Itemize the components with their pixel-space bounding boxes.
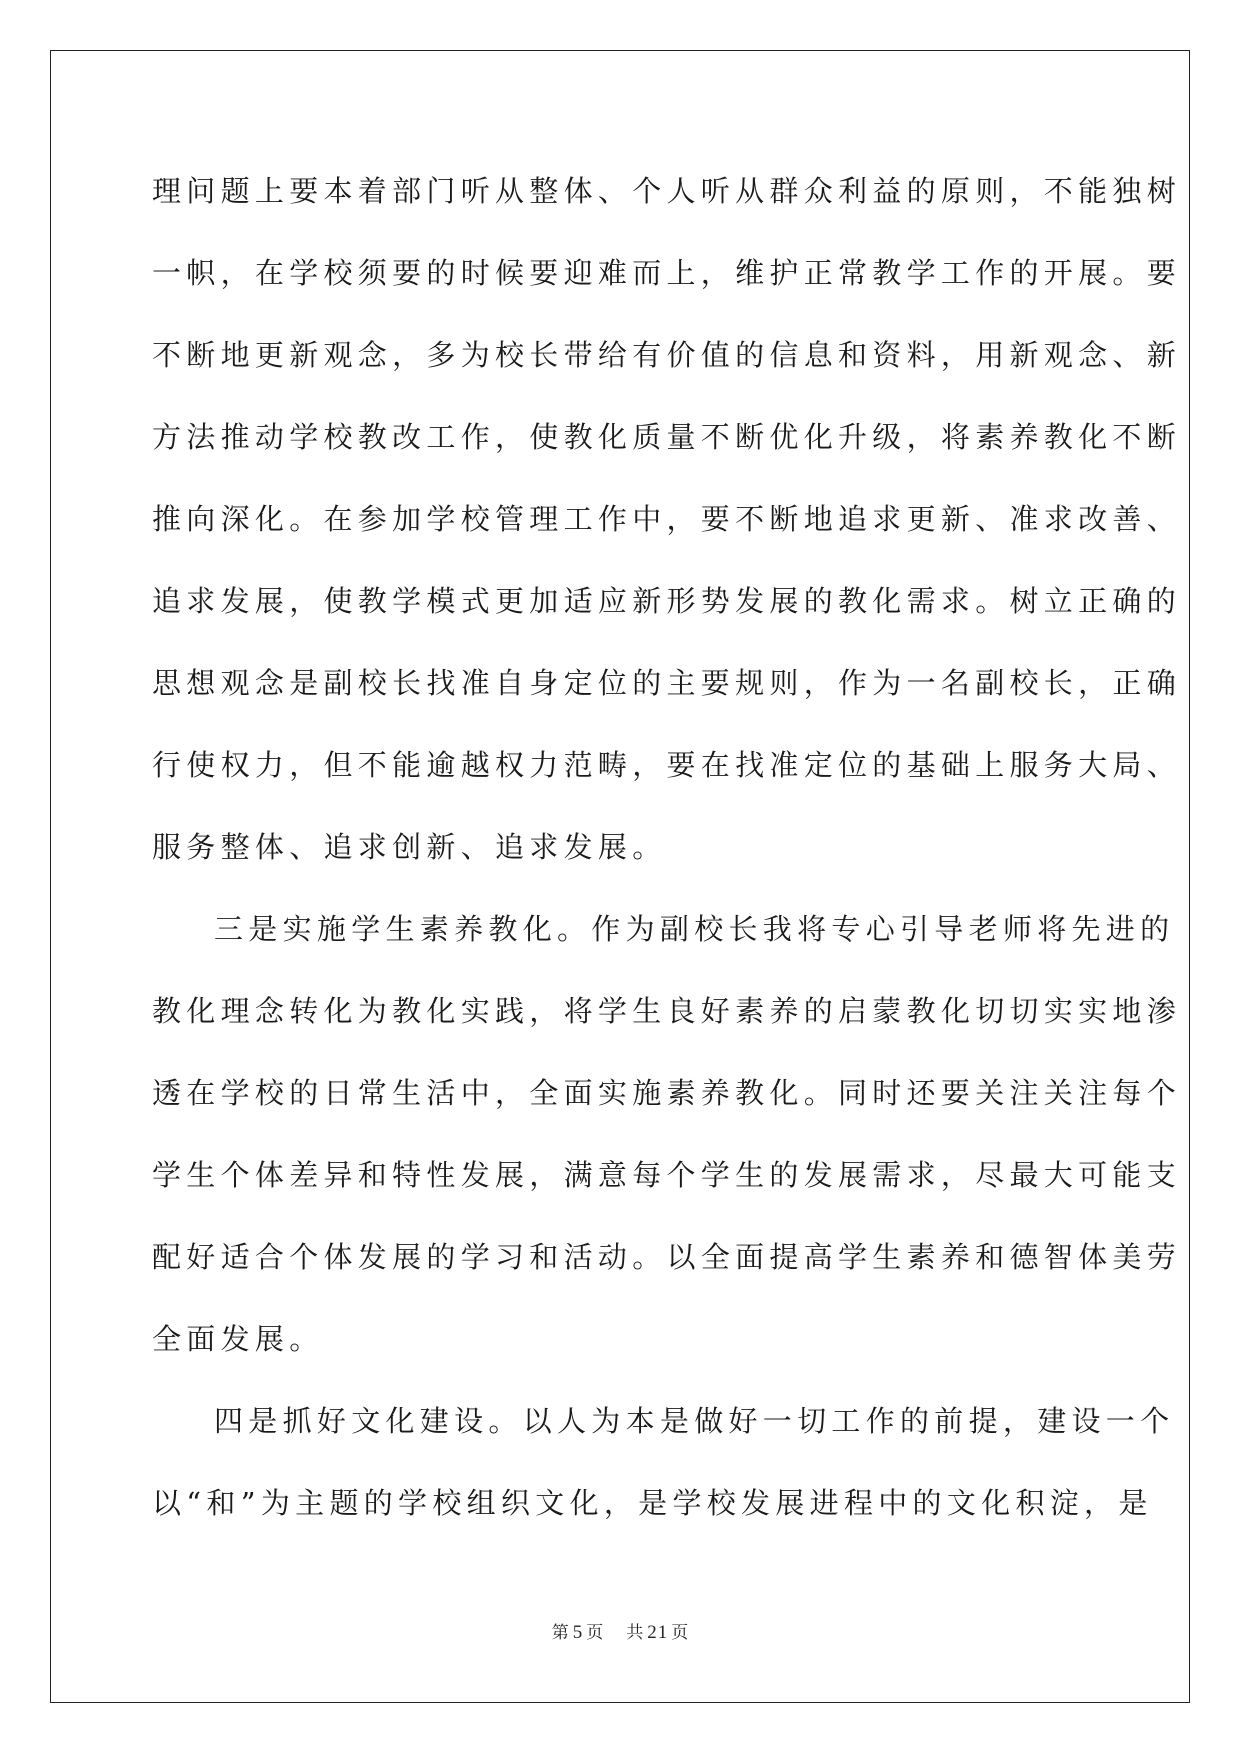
text-line: 不断地更新观念，多为校长带给有价值的信息和资料，用新观念、新 — [152, 338, 1182, 372]
page-footer — [0, 1618, 1241, 1644]
text-line: 推向深化。在参加学校管理工作中，要不断地追求更新、准求改善、 — [152, 502, 1182, 536]
text-line: 服务整体、追求创新、追求发展。 — [152, 830, 667, 864]
text-line: 透在学校的日常生活中，全面实施素养教化。同时还要关注关注每个 — [152, 1076, 1182, 1110]
text-line: 配好适合个体发展的学习和活动。以全面提高学生素养和德智体美劳 — [152, 1240, 1182, 1274]
text-line: 行使权力，但不能逾越权力范畴，要在找准定位的基础上服务大局、 — [152, 748, 1182, 782]
footer-total-suffix: 页 — [671, 1623, 690, 1643]
text-line: 全面发展。 — [152, 1322, 324, 1356]
footer-page-suffix: 页 — [586, 1623, 605, 1643]
text-line: 思想观念是副校长找准自身定位的主要规则，作为一名副校长，正确 — [152, 666, 1182, 700]
text-line: 追求发展，使教学模式更加适应新形势发展的教化需求。树立正确的 — [152, 584, 1182, 618]
text-line: 一帜，在学校须要的时候要迎难而上，维护正常教学工作的开展。要 — [152, 256, 1182, 290]
text-line: 以“和”为主题的学校组织文化，是学校发展进程中的文化积淀，是 — [152, 1486, 1153, 1520]
text-line: 理问题上要本着部门听从整体、个人听从群众利益的原则，不能独树 — [152, 174, 1182, 208]
paragraph-start-line: 三是实施学生素养教化。作为副校长我将专心引导老师将先进的 — [214, 912, 1175, 946]
document-body — [152, 165, 1182, 1559]
text-line: 学生个体差异和特性发展，满意每个学生的发展需求，尽最大可能支 — [152, 1158, 1182, 1192]
footer-total-prefix: 共 — [626, 1623, 645, 1643]
footer-total-pages: 21 — [647, 1622, 669, 1643]
text-line: 教化理念转化为教化实践，将学生良好素养的启蒙教化切切实实地渗 — [152, 994, 1182, 1028]
text-line: 方法推动学校教改工作，使教化质量不断优化升级，将素养教化不断 — [152, 420, 1182, 454]
footer-page-prefix: 第 — [551, 1623, 570, 1643]
paragraph-start-line: 四是抓好文化建设。以人为本是做好一切工作的前提，建设一个 — [214, 1404, 1175, 1438]
footer-page-number: 5 — [572, 1622, 584, 1643]
